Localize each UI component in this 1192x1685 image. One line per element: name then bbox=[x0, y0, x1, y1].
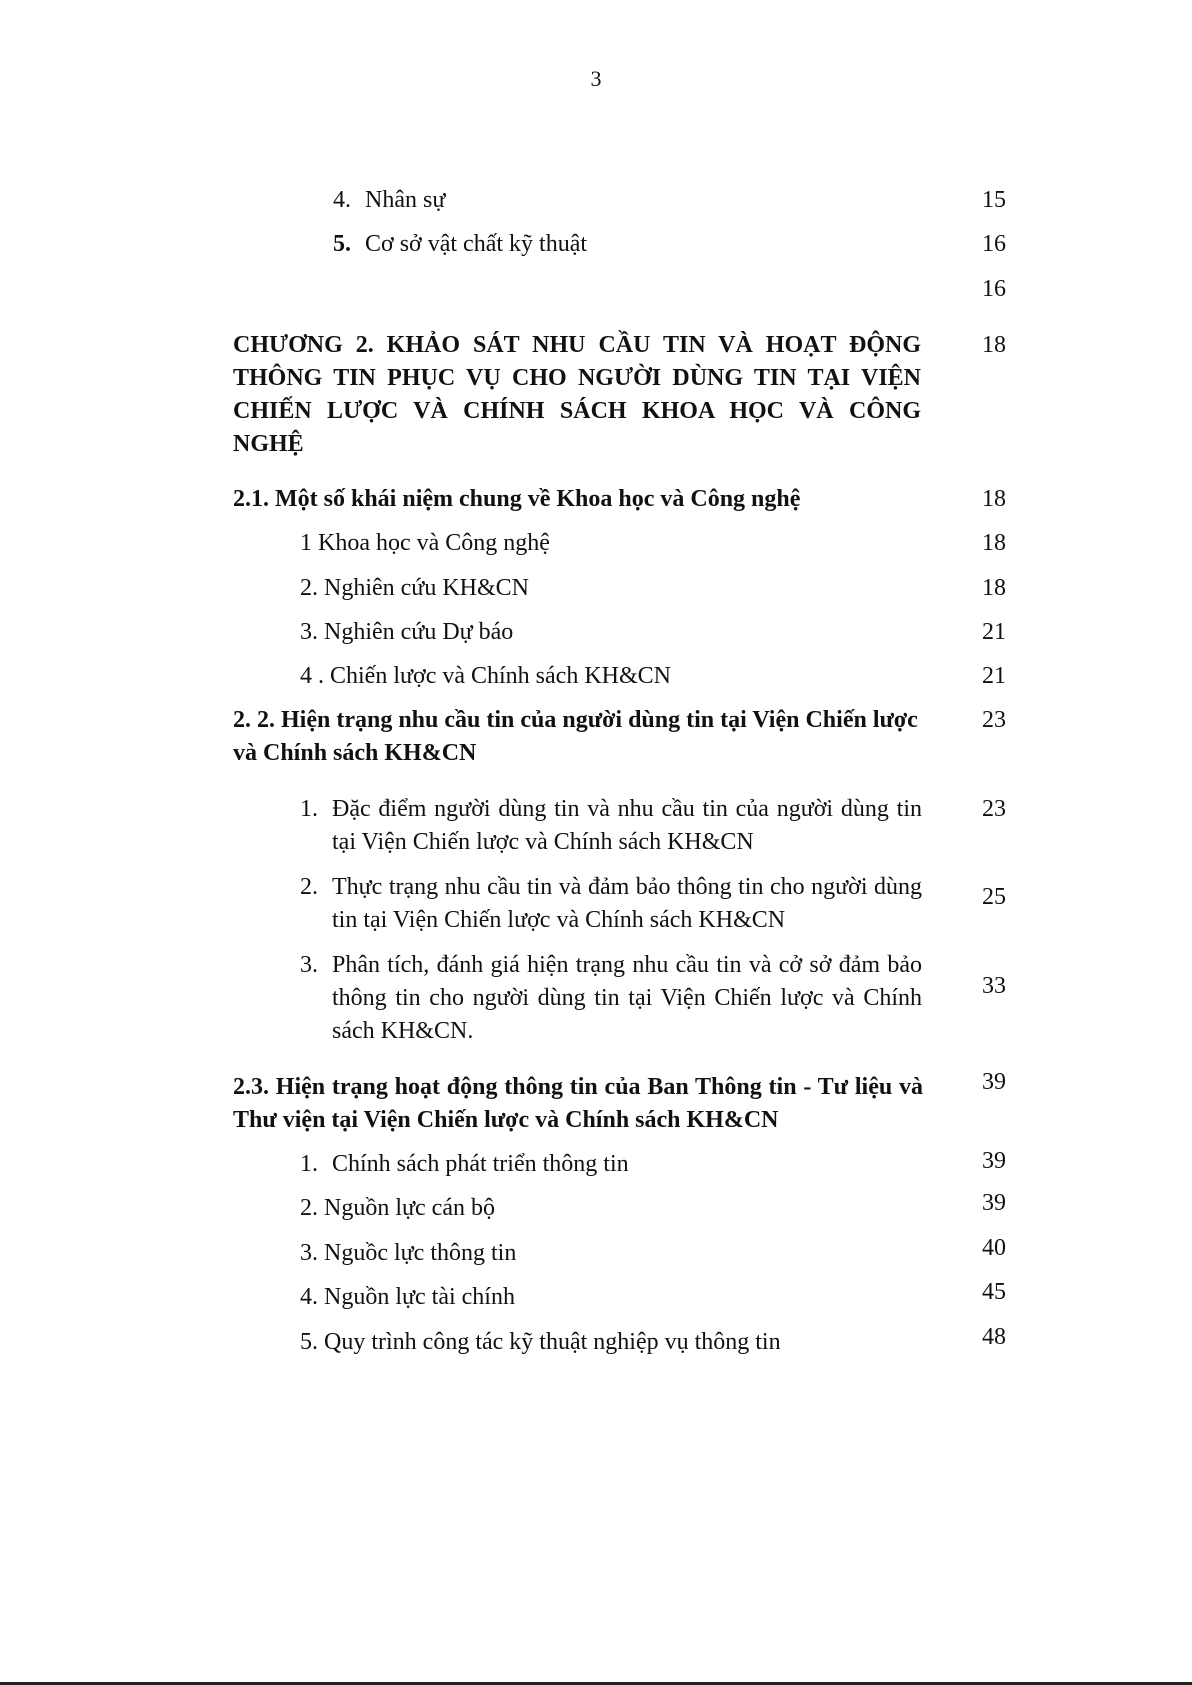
toc-entry-label: 1. bbox=[300, 796, 318, 822]
toc-subentry: 1 Khoa học và Công nghệ bbox=[300, 530, 550, 556]
toc-entry-title: Cơ sở vật chất kỹ thuật bbox=[365, 231, 588, 257]
toc-page-number: 48 bbox=[982, 1324, 1006, 1350]
toc-page-number: 39 bbox=[982, 1148, 1006, 1174]
toc-entry-title: Thực trạng nhu cầu tin và đảm bảo thông tin cho người dùng tin tại Viện Chiến lược và Chính sách KH&CN bbox=[332, 874, 922, 933]
toc-page-number: 18 bbox=[982, 575, 1006, 601]
toc-subentry: 2. Nguồn lực cán bộ bbox=[300, 1195, 495, 1221]
toc-page-number: 18 bbox=[982, 332, 1006, 358]
toc-subentry: 3. Nguồc lực thông tin bbox=[300, 1240, 517, 1266]
toc-entry-co-so-vat-chat bbox=[333, 228, 893, 261]
toc-entry-title: Nhân sự bbox=[365, 187, 446, 213]
toc-page-number: 21 bbox=[982, 663, 1006, 689]
toc-page-number: 23 bbox=[982, 707, 1006, 733]
toc-subentry: 5. Quy trình công tác kỹ thuật nghiệp vụ thông tin bbox=[300, 1329, 781, 1355]
toc-subentry bbox=[300, 871, 922, 937]
toc-subentry bbox=[300, 1148, 922, 1181]
toc-page-number: 33 bbox=[982, 973, 1006, 999]
page-number: 3 bbox=[590, 66, 602, 91]
toc-page-number: 25 bbox=[982, 884, 1006, 910]
toc-entry-nhan-su bbox=[333, 184, 893, 217]
toc-entry-label: 1. bbox=[300, 1151, 318, 1177]
toc-chapter-heading: CHƯƠNG 2. KHẢO SÁT NHU CẦU TIN VÀ HOẠT ĐỘNG THÔNG TIN PHỤC VỤ CHO NGƯỜI DÙNG TIN TẠI VIỆN CHIẾN LƯỢC VÀ CHÍNH SÁCH KHOA HỌC VÀ CÔNG NGHỆ bbox=[233, 332, 921, 457]
toc-page-number: 39 bbox=[982, 1069, 1006, 1095]
toc-page-number: 18 bbox=[982, 530, 1006, 556]
toc-page-number: 15 bbox=[982, 187, 1006, 213]
toc-subentry: 4. Nguồn lực tài chính bbox=[300, 1284, 515, 1310]
toc-subentry bbox=[300, 793, 922, 859]
toc-subentry: 3. Nghiên cứu Dự báo bbox=[300, 619, 514, 645]
toc-entry-label: 2. bbox=[300, 874, 318, 900]
toc-section-2-1: 2.1. Một số khái niệm chung về Khoa học và Công nghệ bbox=[233, 486, 801, 512]
toc-page-number: 40 bbox=[982, 1235, 1006, 1261]
toc-entry-label: 4. bbox=[333, 187, 351, 213]
toc-subentry: 4 . Chiến lược và Chính sách KH&CN bbox=[300, 663, 671, 689]
toc-subentry: 2. Nghiên cứu KH&CN bbox=[300, 575, 529, 601]
toc-page-number: 16 bbox=[982, 231, 1006, 257]
toc-page-number: 21 bbox=[982, 619, 1006, 645]
toc-page-number: 39 bbox=[982, 1190, 1006, 1216]
toc-page-number: 18 bbox=[982, 486, 1006, 512]
toc-entry-title: Đặc điểm người dùng tin và nhu cầu tin của người dùng tin tại Viện Chiến lược và Chính sách KH&CN bbox=[332, 796, 922, 855]
toc-entry-title: Chính sách phát triển thông tin bbox=[332, 1151, 629, 1177]
toc-section-2-2: 2. 2. Hiện trạng nhu cầu tin của người dùng tin tại Viện Chiến lược và Chính sách KH&CN bbox=[233, 707, 918, 766]
toc-page-number: 45 bbox=[982, 1279, 1006, 1305]
toc-entry-label: 3. bbox=[300, 952, 318, 978]
toc-entry-title: Phân tích, đánh giá hiện trạng nhu cầu tin và cở sở đảm bảo thông tin cho người dùng tin tại Viện Chiến lược và Chính sách KH&CN. bbox=[332, 952, 922, 1044]
toc-entry-label: 5. bbox=[333, 231, 351, 257]
toc-subentry bbox=[300, 949, 922, 1048]
toc-page-number: 23 bbox=[982, 796, 1006, 822]
toc-page-number: 16 bbox=[982, 276, 1006, 302]
toc-section-2-3: 2.3. Hiện trạng hoạt động thông tin của Ban Thông tin - Tư liệu và Thư viện tại Viện Chiến lược và Chính sách KH&CN bbox=[233, 1074, 923, 1133]
